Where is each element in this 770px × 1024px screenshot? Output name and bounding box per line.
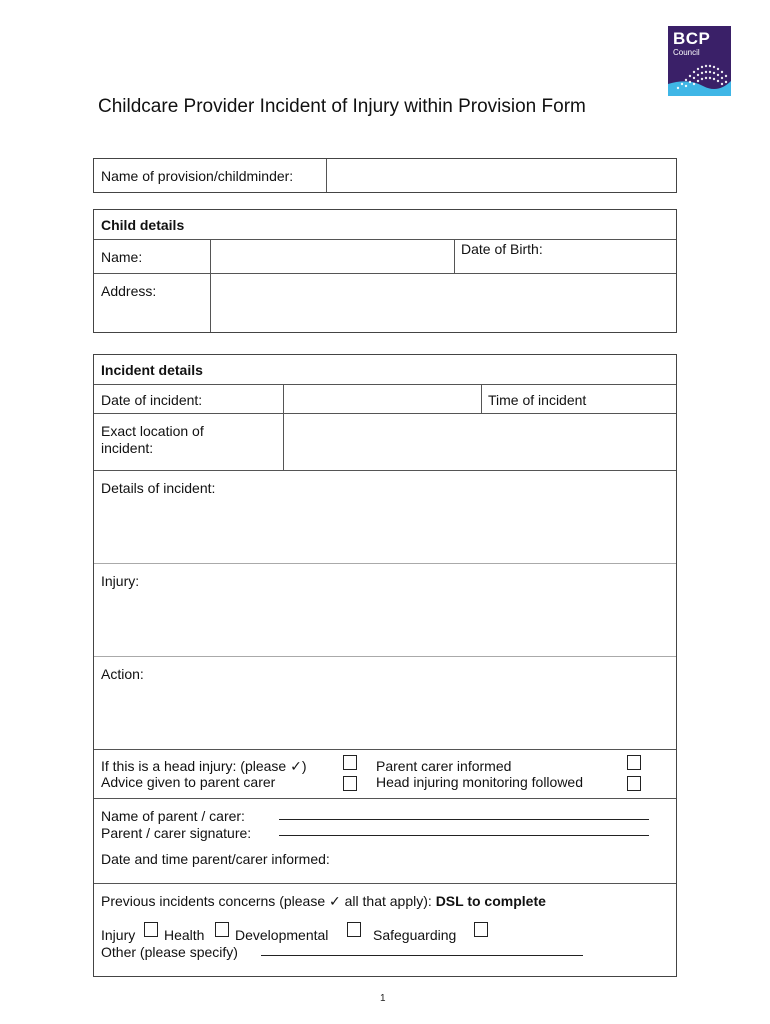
option-developmental-checkbox[interactable] — [347, 922, 361, 937]
option-safeguarding-checkbox[interactable] — [474, 922, 488, 937]
page-title: Childcare Provider Incident of Injury within Provision Form — [98, 96, 586, 117]
parent-signature-line[interactable] — [279, 835, 649, 836]
incident-location-label-2: incident: — [101, 440, 154, 456]
action-label: Action: — [101, 666, 144, 682]
advice-given-checkbox[interactable] — [343, 776, 357, 791]
incident-date-label: Date of incident: — [101, 392, 203, 408]
option-developmental-label: Developmental — [235, 927, 329, 943]
head-injury-checkbox[interactable] — [343, 755, 357, 770]
previous-incidents-text: Previous incidents concerns (please ✓ all that apply): — [101, 893, 432, 909]
incident-details-header: Incident details — [101, 362, 203, 378]
child-name-input[interactable] — [212, 240, 453, 272]
provision-label: Name of provision/childminder: — [101, 168, 294, 184]
parent-informed-datetime-label: Date and time parent/carer informed: — [101, 851, 330, 867]
parent-name-line[interactable] — [279, 819, 649, 820]
head-injury-label: If this is a head injury: (please ✓) — [101, 758, 307, 774]
parent-name-label: Name of parent / carer: — [101, 808, 245, 824]
head-injury-monitoring-checkbox[interactable] — [627, 776, 641, 791]
incident-date-input[interactable] — [285, 385, 480, 413]
option-safeguarding-label: Safeguarding — [373, 927, 457, 943]
advice-given-label: Advice given to parent carer — [101, 774, 276, 790]
child-address-label: Address: — [101, 283, 157, 299]
incident-details-label: Details of incident: — [101, 480, 216, 496]
child-name-label: Name: — [101, 249, 143, 265]
child-address-input[interactable] — [212, 274, 676, 332]
incident-location-input[interactable] — [285, 414, 676, 470]
child-details-header: Child details — [101, 217, 185, 233]
head-injury-monitoring-label: Head injuring monitoring followed — [376, 774, 584, 790]
previous-incidents-label — [101, 893, 546, 910]
logo-text-bcp: BCP — [673, 29, 711, 48]
dsl-complete-text: DSL to complete — [435, 893, 546, 909]
bcp-council-logo — [668, 26, 731, 96]
child-details-section — [93, 209, 677, 333]
child-dob-label: Date of Birth: — [461, 241, 543, 257]
parent-informed-label: Parent carer informed — [376, 758, 512, 774]
option-injury-checkbox[interactable] — [144, 922, 158, 937]
option-health-label: Health — [164, 927, 205, 943]
logo-text-council: Council — [673, 48, 700, 57]
option-health-checkbox[interactable] — [215, 922, 229, 937]
provision-input[interactable] — [328, 159, 676, 192]
incident-time-label: Time of incident — [488, 392, 587, 408]
page-number: 1 — [380, 993, 386, 1004]
parent-informed-checkbox[interactable] — [627, 755, 641, 770]
incident-details-section — [93, 354, 677, 977]
provision-section — [93, 158, 677, 193]
other-specify-label: Other (please specify) — [101, 944, 238, 960]
option-injury-label: Injury — [101, 927, 136, 943]
injury-label: Injury: — [101, 573, 140, 589]
parent-signature-label: Parent / carer signature: — [101, 825, 252, 841]
incident-location-label-1: Exact location of — [101, 423, 204, 439]
other-specify-line[interactable] — [261, 955, 583, 956]
